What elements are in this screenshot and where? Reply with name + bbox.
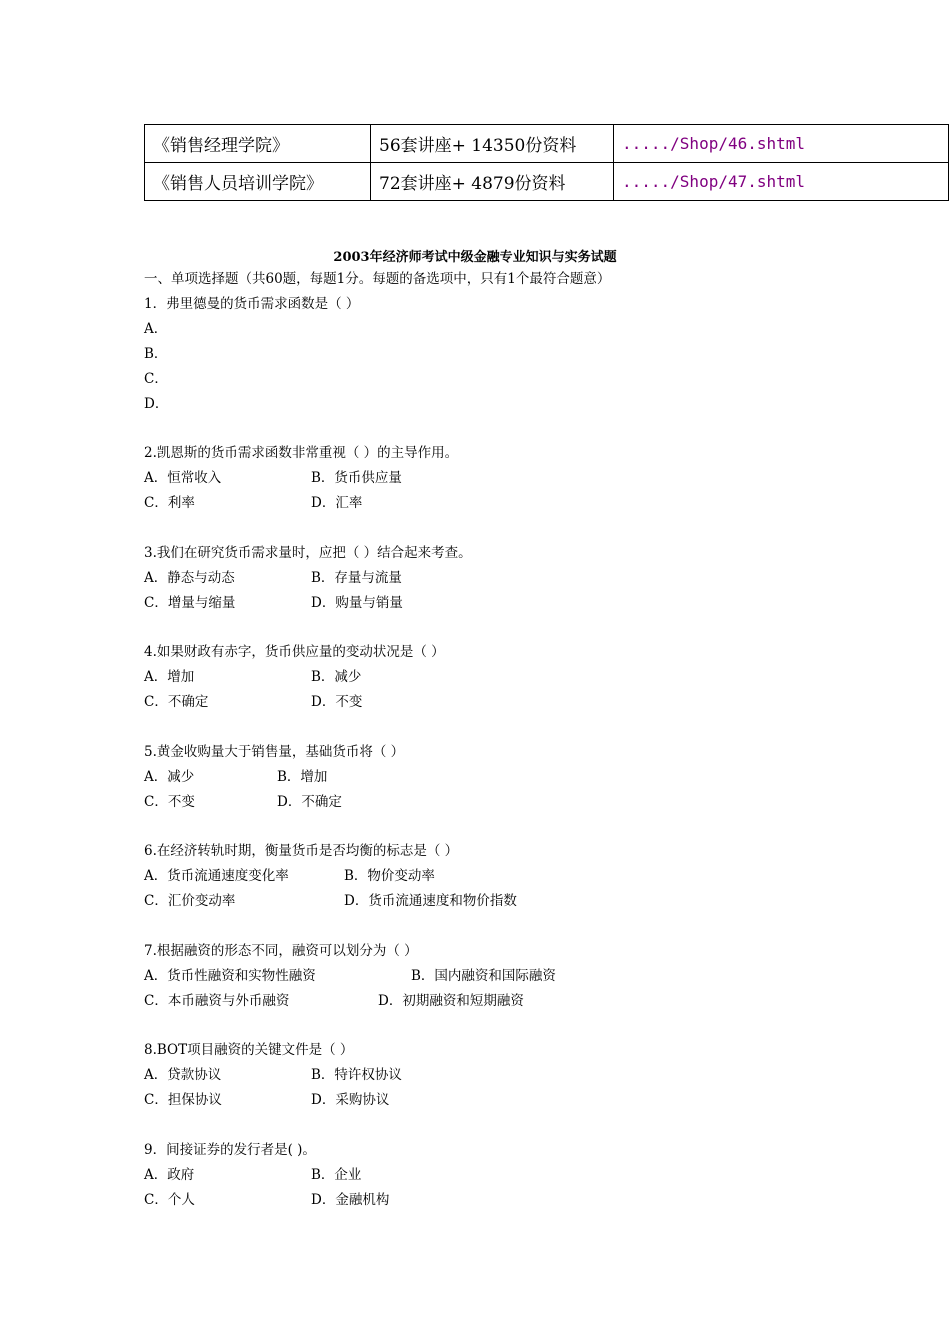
option-c: C．本币融资与外币融资 [144, 993, 290, 1009]
option-a: A．货币性融资和实物性融资 [144, 968, 316, 984]
question-stem: 5.黄金收购量大于销售量，基础货币将（ ） [144, 744, 405, 760]
question-stem: 7.根据融资的形态不同，融资可以划分为（ ） [144, 943, 418, 959]
option-c: C．增量与缩量 [144, 595, 236, 611]
option-d: D．货币流通速度和物价指数 [344, 893, 517, 909]
option-a: A．恒常收入 [144, 470, 222, 486]
option-b: B．特许权协议 [311, 1067, 402, 1083]
option-d: D．采购协议 [311, 1092, 390, 1108]
option-c: C．不确定 [144, 694, 209, 710]
option-c: C．利率 [144, 495, 195, 511]
option-b: B．增加 [277, 769, 328, 785]
option-a: A．增加 [144, 669, 195, 685]
option-c: C．个人 [144, 1192, 195, 1208]
question-stem: 1．弗里德曼的货币需求函数是（ ） [144, 296, 360, 312]
course-name: 《销售人员培训学院》 [145, 163, 371, 201]
option-b: B．货币供应量 [311, 470, 402, 486]
option-a: A．静态与动态 [144, 570, 235, 586]
question-stem: 2.凯恩斯的货币需求函数非常重视（ ）的主导作用。 [144, 445, 459, 461]
option-a: A．减少 [144, 769, 195, 785]
option-d: D．不变 [311, 694, 363, 710]
question-stem: 4.如果财政有赤字，货币供应量的变动状况是（ ） [144, 644, 445, 660]
option-d: D．汇率 [311, 495, 363, 511]
option-a: A．贷款协议 [144, 1067, 222, 1083]
question-stem: 3.我们在研究货币需求量时，应把（ ）结合起来考查。 [144, 545, 472, 561]
option-d: D．金融机构 [311, 1192, 390, 1208]
question-stem: 6.在经济转轨时期，衡量货币是否均衡的标志是（ ） [144, 843, 459, 859]
option-d: D．不确定 [277, 794, 342, 810]
option-d: D．购量与销量 [311, 595, 403, 611]
option-a: A．货币流通速度变化率 [144, 868, 289, 884]
option-c: C．不变 [144, 794, 195, 810]
option-b: B．国内融资和国际融资 [411, 968, 556, 984]
course-link[interactable]: ...../Shop/47.shtml [614, 163, 949, 201]
option-b: B．减少 [311, 669, 362, 685]
course-content: 72套讲座+ 4879份资料 [371, 163, 614, 201]
option-c: C． [144, 371, 168, 387]
option-a: A． [144, 321, 168, 337]
question-stem: 8.BOT项目融资的关键文件是（ ） [144, 1042, 354, 1058]
option-d: D．初期融资和短期融资 [378, 993, 524, 1009]
option-c: C．汇价变动率 [144, 893, 236, 909]
option-a: A．政府 [144, 1167, 195, 1183]
course-link[interactable]: ...../Shop/46.shtml [614, 125, 949, 163]
option-b: B．物价变动率 [344, 868, 435, 884]
question-stem: 9．间接证券的发行者是( )。 [144, 1142, 316, 1158]
option-b: B．企业 [311, 1167, 362, 1183]
option-b: B． [144, 346, 168, 362]
table-row [145, 125, 949, 163]
option-c: C．担保协议 [144, 1092, 222, 1108]
option-b: B．存量与流量 [311, 570, 402, 586]
course-content: 56套讲座+ 14350份资料 [371, 125, 614, 163]
course-name: 《销售经理学院》 [145, 125, 371, 163]
option-d: D． [144, 396, 169, 412]
section-heading: 一、单项选择题（共60题，每题1分。每题的备选项中，只有1个最符合题意） [144, 271, 611, 287]
promo-table [144, 124, 949, 201]
table-row [145, 163, 949, 201]
page-title: 2003年经济师考试中级金融专业知识与实务试题 [333, 250, 617, 265]
